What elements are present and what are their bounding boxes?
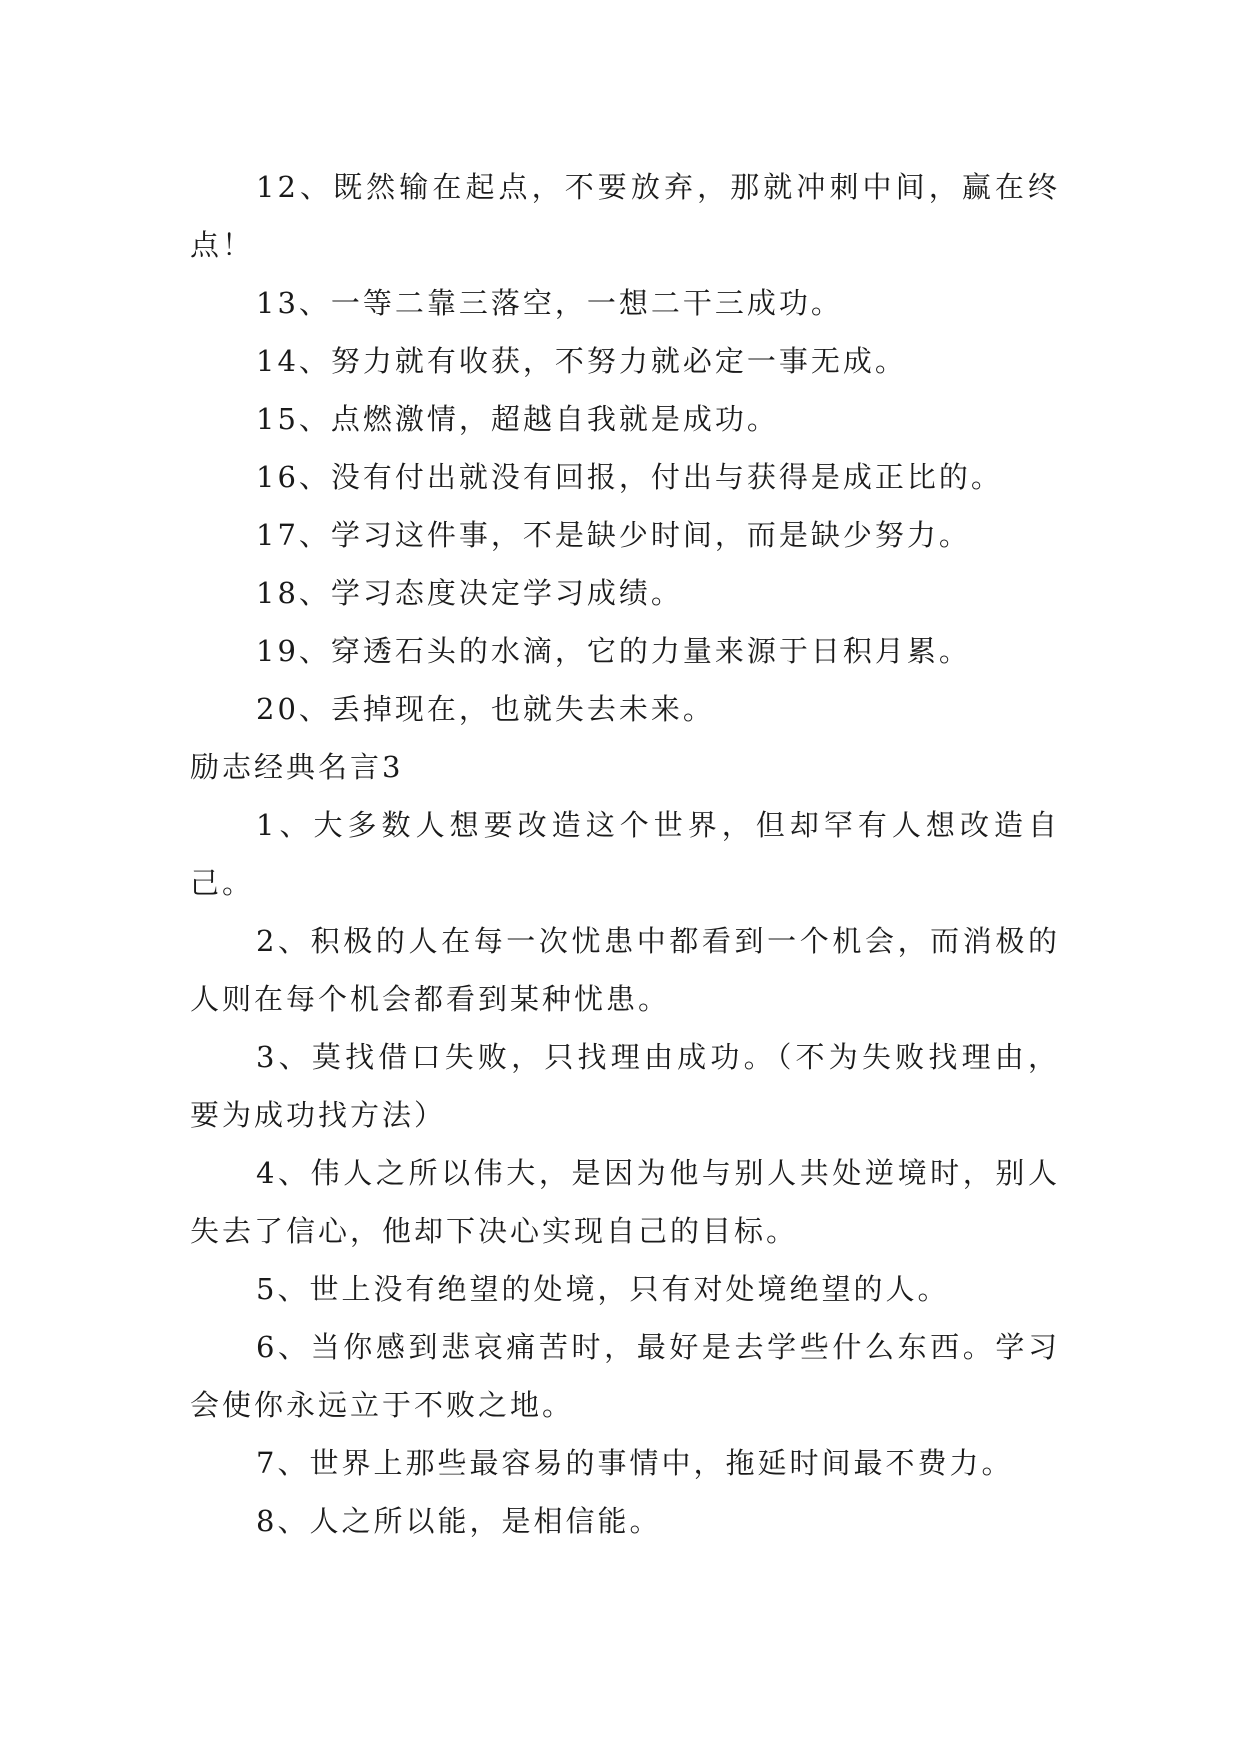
- quote-16: 16、没有付出就没有回报，付出与获得是成正比的。: [256, 460, 1003, 494]
- quote-8: 8、人之所以能，是相信能。: [256, 1504, 662, 1538]
- quote-19: 19、穿透石头的水滴，它的力量来源于日积月累。: [256, 634, 971, 668]
- quote-5: 5、世上没有绝望的处境，只有对处境绝望的人。: [256, 1272, 950, 1306]
- quote-15: 15、点燃激情，超越自我就是成功。: [256, 402, 779, 436]
- quote-4: 4、伟人之所以伟大，是因为他与别人共处逆境时，别人失去了信心，他却下决心实现自己的目标。: [190, 1156, 1060, 1248]
- document-page: [190, 158, 1060, 1550]
- quote-14: 14、努力就有收获，不努力就必定一事无成。: [256, 344, 907, 378]
- quote-18: 18、学习态度决定学习成绩。: [256, 576, 683, 610]
- quote-7: 7、世界上那些最容易的事情中，拖延时间最不费力。: [256, 1446, 1014, 1480]
- quote-17: 17、学习这件事，不是缺少时间，而是缺少努力。: [256, 518, 971, 552]
- quote-1: 1、大多数人想要改造这个世界，但却罕有人想改造自己。: [190, 808, 1060, 900]
- quote-13: 13、一等二靠三落空，一想二干三成功。: [256, 286, 843, 320]
- quote-20: 20、丢掉现在，也就失去未来。: [256, 692, 715, 726]
- quote-12: 12、既然输在起点，不要放弃，那就冲刺中间，赢在终点！: [190, 170, 1060, 262]
- quote-3: 3、莫找借口失败，只找理由成功。（不为失败找理由，要为成功找方法）: [190, 1040, 1060, 1132]
- quote-2: 2、积极的人在每一次忧患中都看到一个机会，而消极的人则在每个机会都看到某种忧患。: [190, 924, 1060, 1016]
- quote-6: 6、当你感到悲哀痛苦时，最好是去学些什么东西。学习会使你永远立于不败之地。: [190, 1330, 1060, 1422]
- section-heading: 励志经典名言3: [190, 750, 404, 784]
